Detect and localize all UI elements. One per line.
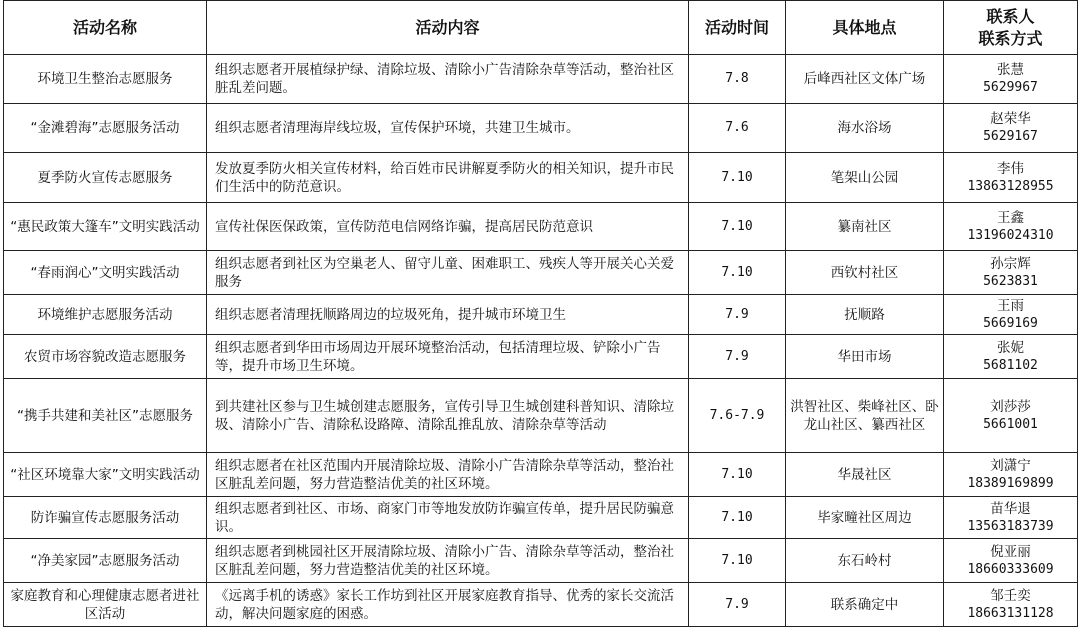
activity-place: 纂南社区 <box>786 203 944 251</box>
contact-person: 苗华退 <box>990 500 1031 517</box>
activity-content: 发放夏季防火相关宣传材料，给百姓市民讲解夏季防火的相关知识，提升市民们生活中的防范意识。 <box>207 153 689 203</box>
contact-phone: 18389169899 <box>967 475 1054 491</box>
activity-table <box>3 0 1078 627</box>
activity-name: “携手共建和美社区”志愿服务 <box>4 379 207 453</box>
activity-name: “金滩碧海”志愿服务活动 <box>4 104 207 153</box>
activity-content: 组织志愿者到社区、市场、商家门市等地发放防诈骗宣传单，提升居民防骗意识。 <box>207 497 689 539</box>
activity-place: 华晟社区 <box>786 453 944 497</box>
contact-person: 孙宗辉 <box>990 255 1031 272</box>
activity-place: 笔架山公园 <box>786 153 944 203</box>
contact-person: 赵荣华 <box>990 111 1031 127</box>
activity-place: 联系确定中 <box>786 583 944 627</box>
contact-person: 刘潇宁 <box>990 457 1031 474</box>
activity-time: 7.6-7.9 <box>689 379 786 453</box>
contact-cell <box>944 153 1078 203</box>
activity-name: “社区环境靠大家”文明实践活动 <box>4 453 207 497</box>
contact-cell <box>944 453 1078 497</box>
activity-content: 宣传社保医保政策，宣传防范电信网络诈骗，提高居民防范意识 <box>207 203 689 251</box>
activity-time: 7.10 <box>689 203 786 251</box>
activity-content: 组织志愿者开展植绿护绿、清除垃圾、清除小广告清除杂草等活动，整治社区脏乱差问题。 <box>207 55 689 104</box>
table-row <box>4 153 1078 203</box>
activity-name: 农贸市场容貌改造志愿服务 <box>4 335 207 379</box>
contact-phone: 5669169 <box>983 315 1038 331</box>
activity-time: 7.9 <box>689 335 786 379</box>
table-row <box>4 203 1078 251</box>
contact-phone: 5681102 <box>983 357 1038 373</box>
contact-phone: 5623831 <box>983 273 1038 289</box>
table-row <box>4 335 1078 379</box>
contact-cell <box>944 203 1078 251</box>
activity-place: 西钦村社区 <box>786 251 944 295</box>
contact-phone: 13863128955 <box>967 178 1054 194</box>
activity-time: 7.10 <box>689 153 786 203</box>
activity-time: 7.8 <box>689 55 786 104</box>
activity-name: 环境维护志愿服务活动 <box>4 295 207 335</box>
header-contact-method: 联系方式 <box>978 28 1043 48</box>
activity-place: 洪智社区、柴峰社区、卧龙山社区、纂西社区 <box>786 379 944 453</box>
activity-content: 组织志愿者到华田市场周边开展环境整治活动，包括清理垃圾、铲除小广告等，提升市场卫生环境。 <box>207 335 689 379</box>
contact-cell <box>944 104 1078 153</box>
activity-content: 组织志愿者到社区为空巢老人、留守儿童、困难职工、残疾人等开展关心关爱服务 <box>207 251 689 295</box>
contact-phone: 5661001 <box>983 416 1038 432</box>
table-row <box>4 453 1078 497</box>
table-row <box>4 379 1078 453</box>
activity-name: “净美家园”志愿服务活动 <box>4 539 207 583</box>
activity-content: 组织志愿者清理海岸线垃圾，宣传保护环境，共建卫生城市。 <box>207 104 689 153</box>
activity-time: 7.9 <box>689 583 786 627</box>
header-activity-content: 活动内容 <box>207 1 689 55</box>
contact-phone: 5629967 <box>983 80 1038 95</box>
activity-place: 海水浴场 <box>786 104 944 153</box>
activity-name: 夏季防火宣传志愿服务 <box>4 153 207 203</box>
activity-name: 环境卫生整治志愿服务 <box>4 55 207 104</box>
activity-content: 到共建社区参与卫生城创建志愿服务，宣传引导卫生城创建科普知识、清除垃圾、清除小广告、清除私设路障、清除乱推乱放、清除杂草等活动 <box>207 379 689 453</box>
activity-place: 抚顺路 <box>786 295 944 335</box>
contact-cell <box>944 295 1078 335</box>
table-row <box>4 497 1078 539</box>
contact-cell <box>944 497 1078 539</box>
table-row <box>4 295 1078 335</box>
table-row <box>4 55 1078 104</box>
activity-name: “惠民政策大篷车”文明实践活动 <box>4 203 207 251</box>
contact-cell <box>944 583 1078 627</box>
contact-person: 李伟 <box>997 160 1024 177</box>
header-place: 具体地点 <box>786 1 944 55</box>
table-row <box>4 539 1078 583</box>
contact-phone: 18663131128 <box>967 605 1054 621</box>
table-row <box>4 104 1078 153</box>
contact-phone: 13196024310 <box>967 227 1054 243</box>
activity-name: 家庭教育和心理健康志愿者进社区活动 <box>4 583 207 627</box>
contact-cell <box>944 251 1078 295</box>
contact-phone: 18660333609 <box>967 561 1054 577</box>
activity-content: 组织志愿者清理抚顺路周边的垃圾死角，提升城市环境卫生 <box>207 295 689 335</box>
table-row <box>4 251 1078 295</box>
contact-person: 王鑫 <box>997 209 1024 226</box>
contact-cell <box>944 379 1078 453</box>
header-contact-person: 联系人 <box>986 6 1035 26</box>
contact-phone: 5629167 <box>983 129 1038 144</box>
header-activity-time: 活动时间 <box>689 1 786 55</box>
activity-time: 7.10 <box>689 453 786 497</box>
contact-person: 刘莎莎 <box>990 398 1031 415</box>
activity-time: 7.9 <box>689 295 786 335</box>
contact-person: 倪亚丽 <box>990 543 1031 560</box>
activity-time: 7.10 <box>689 251 786 295</box>
activity-name: “春雨润心”文明实践活动 <box>4 251 207 295</box>
header-row <box>4 1 1078 55</box>
header-activity-name: 活动名称 <box>4 1 207 55</box>
activity-content: 组织志愿者在社区范围内开展清除垃圾、清除小广告清除杂草等活动，整治社区脏乱差问题，努力营造整洁优美的社区环境。 <box>207 453 689 497</box>
contact-person: 王雨 <box>997 297 1024 314</box>
contact-person: 张妮 <box>997 339 1024 356</box>
contact-cell <box>944 55 1078 104</box>
table-row <box>4 583 1078 627</box>
activity-content: 《远离手机的诱惑》家长工作坊到社区开展家庭教育指导、优秀的家长交流活动，解决问题家庭的困惑。 <box>207 583 689 627</box>
activity-time: 7.10 <box>689 539 786 583</box>
activity-place: 毕家疃社区周边 <box>786 497 944 539</box>
contact-phone: 13563183739 <box>967 518 1054 534</box>
activity-place: 东石岭村 <box>786 539 944 583</box>
activity-name: 防诈骗宣传志愿服务活动 <box>4 497 207 539</box>
activity-place: 华田市场 <box>786 335 944 379</box>
activity-place: 后峰西社区文体广场 <box>786 55 944 104</box>
contact-person: 张慧 <box>997 62 1024 78</box>
activity-time: 7.10 <box>689 497 786 539</box>
header-contact <box>944 1 1078 55</box>
contact-person: 邹壬奕 <box>990 587 1031 604</box>
contact-cell <box>944 335 1078 379</box>
activity-content: 组织志愿者到桃园社区开展清除垃圾、清除小广告、清除杂草等活动，整治社区脏乱差问题，努力营造整洁优美的社区环境。 <box>207 539 689 583</box>
activity-time: 7.6 <box>689 104 786 153</box>
contact-cell <box>944 539 1078 583</box>
